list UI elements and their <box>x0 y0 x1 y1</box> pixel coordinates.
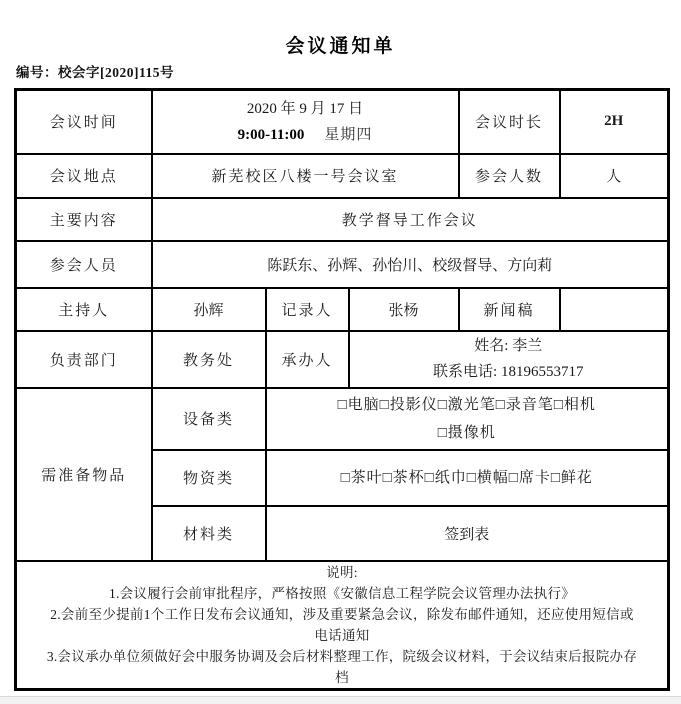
meeting-time-value <box>152 90 459 154</box>
page-title: 会议通知单 <box>285 36 396 57</box>
equipment-checkboxes <box>266 388 669 450</box>
page-bottom-strip <box>0 696 681 704</box>
duration-value: 2H <box>560 90 669 154</box>
duration-label: 会议时长 <box>459 90 560 154</box>
news-draft-label: 新闻稿 <box>459 288 560 331</box>
organizer-name: 姓名: 李兰 <box>474 338 543 354</box>
weekday: 星期四 <box>324 126 373 143</box>
supplies-label: 物资类 <box>152 450 266 506</box>
notes-section <box>16 561 669 690</box>
equipment-line-2: □摄像机 <box>437 424 496 441</box>
main-content-label: 主要内容 <box>16 198 152 241</box>
department-label: 负责部门 <box>16 331 152 388</box>
supplies-checkboxes: □茶叶□茶杯□纸巾□横幅□席卡□鲜花 <box>266 450 669 506</box>
department-value: 教务处 <box>152 331 266 388</box>
host-value: 孙辉 <box>152 288 266 331</box>
participants-label: 参会人员 <box>16 241 152 288</box>
materials-label: 材料类 <box>152 506 266 561</box>
table-row <box>16 288 669 331</box>
table-row <box>16 561 669 690</box>
note-line: 2.会前至少提前1个工作日发布会议通知，涉及重要紧急会议，除发布邮件通知，还应使用短信或 <box>50 606 634 622</box>
notes-heading: 说明: <box>326 564 358 580</box>
host-label: 主持人 <box>16 288 152 331</box>
meeting-notice-table <box>14 88 670 691</box>
time-range: 9:00-11:00 <box>237 126 305 143</box>
items-needed-label: 需准备物品 <box>16 388 152 561</box>
organizer-label: 承办人 <box>266 331 349 388</box>
note-line: 电话通知 <box>314 627 370 643</box>
news-draft-value <box>560 288 669 331</box>
meeting-time-range <box>153 122 458 148</box>
table-row <box>16 198 669 241</box>
participants-value: 陈跃东、孙辉、孙怡川、校级督导、方向莉 <box>152 241 669 288</box>
table-row <box>16 388 669 450</box>
table-row <box>16 90 669 154</box>
organizer-phone: 联系电话: 18196553717 <box>433 364 584 380</box>
attendees-count-label: 参会人数 <box>459 154 560 198</box>
meeting-date: 2020 年 9 月 17 日 <box>246 100 364 117</box>
recorder-value: 张杨 <box>349 288 459 331</box>
note-line: 1.会议履行会前审批程序，严格按照《安徽信息工程学院会议管理办法执行》 <box>108 585 576 601</box>
note-line: 3.会议承办单位须做好会中服务协调及会后材料整理工作，院级会议材料，于会议结束后报院办存 <box>46 648 638 664</box>
recorder-label: 记录人 <box>266 288 349 331</box>
materials-value: 签到表 <box>266 506 669 561</box>
table-row <box>16 331 669 388</box>
equipment-label: 设备类 <box>152 388 266 450</box>
table-row <box>16 241 669 288</box>
location-value: 新芜校区八楼一号会议室 <box>152 154 459 198</box>
location-label: 会议地点 <box>16 154 152 198</box>
meeting-time-label: 会议时间 <box>16 90 152 154</box>
organizer-info <box>349 331 669 388</box>
table-row <box>16 154 669 198</box>
doc-number: 编号：校会字[2020]115号 <box>16 65 174 80</box>
main-content-value: 教学督导工作会议 <box>152 198 669 241</box>
attendees-count-value: 人 <box>560 154 669 198</box>
equipment-line-1: □电脑□投影仪□激光笔□录音笔□相机 <box>337 396 596 413</box>
note-line: 档 <box>335 669 349 685</box>
